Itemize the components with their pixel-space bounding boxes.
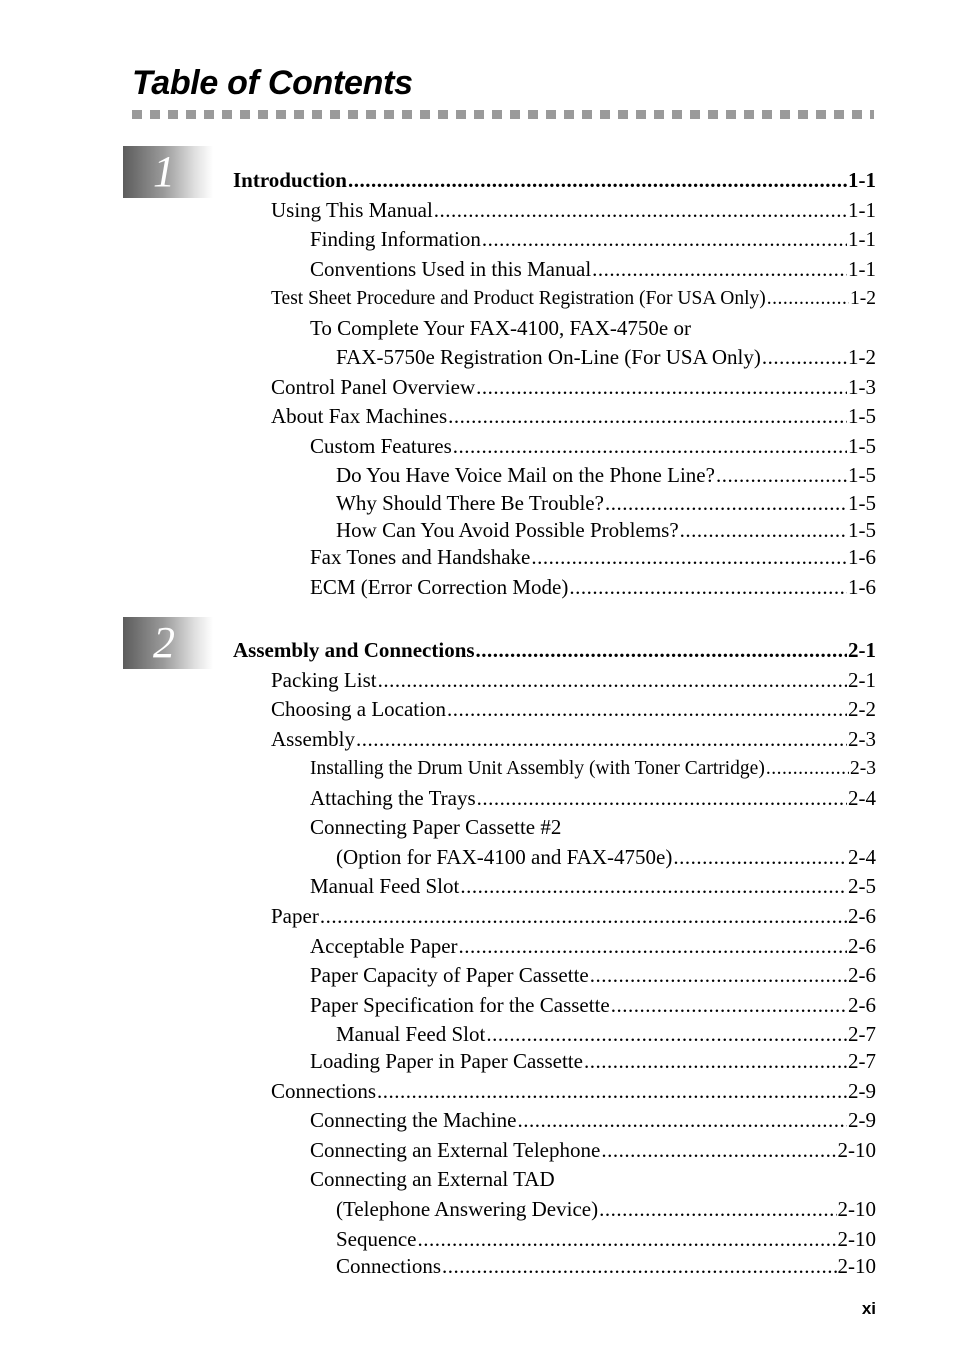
toc-entry[interactable] [336,844,876,870]
toc-entry-page: 1-3 [848,375,876,399]
toc-entry-page: 2-10 [837,1227,876,1251]
toc-entry-page: 1-5 [848,491,876,515]
toc-entry-label: Paper [271,904,319,928]
toc-entry[interactable] [271,197,876,223]
toc-entry-page: 1-5 [848,434,876,458]
toc-entry-page: 1-2 [850,288,876,309]
toc-entry-label: Connecting the Machine [310,1108,517,1132]
toc-entry-label: Assembly and Connections [233,638,475,662]
dot-leader [320,903,847,929]
toc-entry[interactable] [271,667,876,693]
toc-entry-label: Sequence [336,1227,417,1251]
toc-entry-label: Packing List [271,668,377,692]
toc-entry-page: 2-3 [848,727,876,751]
dot-leader [476,374,847,400]
toc-entry-label: Using This Manual [271,198,433,222]
toc-entry-label: Acceptable Paper [310,934,458,958]
toc-entry[interactable] [336,1226,876,1252]
toc-entry-label: About Fax Machines [271,404,448,428]
dot-leader [716,462,847,488]
dot-leader [767,286,849,312]
toc-entry-label: Connecting an External Telephone [310,1138,601,1162]
dot-leader [442,1253,837,1279]
toc-entry[interactable] [271,696,876,722]
dot-leader [601,1137,836,1163]
toc-entry[interactable] [336,462,876,488]
dot-leader [348,167,847,193]
chapter-number: 1 [153,147,175,196]
toc-entry-chapter[interactable] [233,167,876,193]
toc-entry-page: 2-5 [848,874,876,898]
dot-leader [459,933,847,959]
toc-entry-label: Attaching the Trays [310,786,476,810]
dot-leader [460,873,847,899]
dot-leader [673,844,847,870]
toc-entry-page: 2-9 [848,1108,876,1132]
dot-leader [762,344,847,370]
toc-entry-page: 2-6 [848,993,876,1017]
dot-leader [447,696,847,722]
toc-entry[interactable] [271,903,876,929]
dot-leader [476,637,847,663]
toc-entry[interactable] [310,933,876,959]
toc-entry-label: (Telephone Answering Device) [336,1197,599,1221]
toc-entry-page: 1-6 [848,545,876,569]
dot-leader [482,226,847,252]
toc-entry-label: Introduction [233,168,347,192]
toc-entry-label[interactable]: To Complete Your FAX-4100, FAX-4750e or [310,316,691,340]
toc-entry-page: 2-10 [837,1138,876,1162]
dot-leader [417,1226,836,1252]
dot-leader [680,517,847,543]
toc-entry[interactable] [336,1196,876,1222]
page-number: xi [861,1299,876,1318]
toc-entry-page: 2-10 [837,1254,876,1278]
toc-entry[interactable] [336,1021,876,1047]
toc-entry-chapter[interactable] [233,637,876,663]
toc-entry-page: 1-1 [848,198,876,222]
toc-entry[interactable] [310,962,876,988]
toc-entry[interactable] [310,226,876,252]
toc-entry[interactable] [310,1107,876,1133]
dot-leader [766,756,849,782]
toc-entry[interactable] [310,433,876,459]
dot-leader [356,726,847,752]
chapter-tab-1 [123,146,213,198]
toc-entry[interactable] [310,574,876,600]
toc-entry[interactable] [336,490,876,516]
toc-entry-label: Fax Tones and Handshake [310,545,531,569]
page-title: Table of Contents [132,64,413,102]
dot-leader [590,962,847,988]
chapter-tab-2 [123,617,213,669]
toc-entry-page: 2-4 [848,845,876,869]
toc-entry-page: 1-5 [848,404,876,428]
toc-entry-page: 1-5 [848,463,876,487]
toc-entry[interactable] [310,1137,876,1163]
dot-leader [434,197,847,223]
toc-entry[interactable] [310,256,876,282]
toc-entry[interactable] [271,403,876,429]
toc-entry-page: 1-6 [848,575,876,599]
toc-entry-page: 2-7 [848,1049,876,1073]
toc-entry-label: Loading Paper in Paper Cassette [310,1049,583,1073]
toc-entry-page: 2-6 [848,904,876,928]
toc-entry-page: 2-4 [848,786,876,810]
toc-entry[interactable] [336,1253,876,1279]
chapter-number: 2 [153,618,175,667]
toc-entry[interactable] [310,785,876,811]
toc-entry-label: Do You Have Voice Mail on the Phone Line? [336,463,715,487]
toc-entry-label: Manual Feed Slot [336,1022,486,1046]
toc-entry-label: ECM (Error Correction Mode) [310,575,569,599]
dot-leader [531,544,847,570]
toc-entry[interactable] [310,756,876,782]
toc-entry-page: 1-2 [848,345,876,369]
toc-entry[interactable] [271,374,876,400]
dot-leader [605,490,847,516]
dot-leader [477,785,847,811]
dot-leader [569,574,847,600]
toc-entry-label[interactable]: Connecting Paper Cassette #2 [310,815,562,839]
title-dotted-rule [132,110,874,119]
toc-entry[interactable] [310,1048,876,1074]
toc-entry-label: Paper Capacity of Paper Cassette [310,963,589,987]
toc-entry-page: 2-1 [848,638,876,662]
toc-entry-label: Connections [271,1079,376,1103]
toc-entry-page: 2-7 [848,1022,876,1046]
dot-leader [486,1021,847,1047]
toc-entry-page: 2-6 [848,934,876,958]
dot-leader [599,1196,836,1222]
toc-entry-page: 2-1 [848,668,876,692]
toc-entry-label: Control Panel Overview [271,375,476,399]
toc-entry[interactable] [271,726,876,752]
toc-entry-label: Choosing a Location [271,697,446,721]
toc-entry-label: Assembly [271,727,355,751]
dot-leader [592,256,847,282]
toc-entry[interactable] [336,344,876,370]
toc-entry[interactable] [310,992,876,1018]
dot-leader [611,992,847,1018]
toc-entry-page: 2-2 [848,697,876,721]
toc-entry-page: 2-3 [850,758,876,779]
toc-entry[interactable] [310,873,876,899]
toc-entry[interactable] [271,1078,876,1104]
toc-entry-label: Finding Information [310,227,481,251]
toc-entry[interactable] [310,544,876,570]
toc-entry-page: 2-6 [848,963,876,987]
toc-entry-page: 1-1 [848,168,876,192]
toc-entry-label: Test Sheet Procedure and Product Registration (For USA Only) [271,288,766,309]
toc-entry-label: Custom Features [310,434,452,458]
toc-entry-label: How Can You Avoid Possible Problems? [336,518,679,542]
toc-entry-page: 1-5 [848,518,876,542]
toc-entry-label: Conventions Used in this Manual [310,257,592,281]
toc-entry-label: Why Should There Be Trouble? [336,491,604,515]
dot-leader [453,433,847,459]
dot-leader [378,667,847,693]
dot-leader [517,1107,847,1133]
toc-entry-page: 1-1 [848,227,876,251]
dot-leader [377,1078,847,1104]
toc-entry-label: Manual Feed Slot [310,874,460,898]
toc-entry[interactable] [271,286,876,312]
toc-entry-label: Paper Specification for the Cassette [310,993,610,1017]
toc-entry[interactable] [336,517,876,543]
toc-entry-page: 1-1 [848,257,876,281]
toc-entry-label: Installing the Drum Unit Assembly (with Toner Cartridge) [310,758,765,779]
dot-leader [584,1048,847,1074]
toc-entry-label: FAX-5750e Registration On-Line (For USA Only) [336,345,761,369]
dot-leader [448,403,847,429]
toc-entry-page: 2-10 [837,1197,876,1221]
toc-entry-label: Connections [336,1254,441,1278]
toc-entry-label: (Option for FAX-4100 and FAX-4750e) [336,845,673,869]
toc-entry-label[interactable]: Connecting an External TAD [310,1167,555,1191]
toc-entry-page: 2-9 [848,1079,876,1103]
